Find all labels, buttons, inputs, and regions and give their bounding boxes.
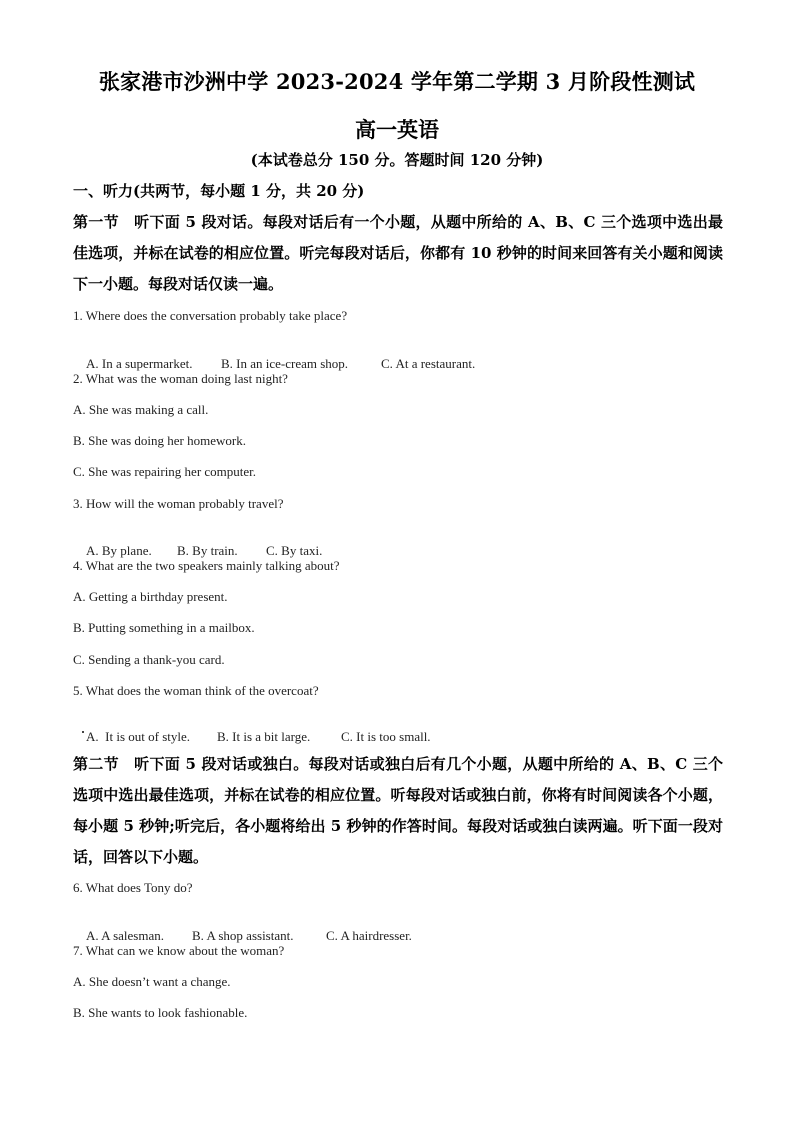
question-5: 5. What does the woman think of the overcoat? <box>73 683 319 698</box>
option-b: B. She wants to look fashionable. <box>73 1005 248 1020</box>
option-c: C. Sending a thank-you card. <box>73 652 225 667</box>
question-6: 6. What does Tony do? <box>73 880 193 895</box>
option-b: B. In an ice-cream shop. <box>221 356 349 371</box>
question-1: 1. Where does the conversation probably take place? <box>73 308 348 323</box>
question-4: 4. What are the two speakers mainly talking about? <box>73 558 340 573</box>
option-c: C. She was repairing her computer. <box>73 464 257 479</box>
option-a: A. It is out of style. <box>86 729 190 744</box>
option-b: B. Putting something in a mailbox. <box>73 620 255 635</box>
section-2-instructions: 第二节 听下面 5 段对话或独白。每段对话或独白后有几个小题，从题中所给的 A、B、C 三个选项中选出最佳选项，并标在试卷的相应位置。听每段对话或独白前，你将有时间阅读各个小题，每小题 5 秒钟;听完后，各小题将给出 5 秒钟的作答时间。每段对话或独白读两遍。听下面一段对话，回答以下小题。 <box>73 755 723 866</box>
option-b: B. By train. <box>177 543 238 558</box>
option-b: B. It is a bit large. <box>217 729 311 744</box>
section-1-instructions: 第一节 听下面 5 段对话。每段对话后有一个小题，从题中所给的 A、B、C 三个选项中选出最佳选项，并标在试卷的相应位置。听完每段对话后，你都有 10 秒钟的时间来回答有关小题和阅读下一小题。每段对话仅读一遍。 <box>73 213 723 293</box>
option-b: B. She was doing her homework. <box>73 433 246 448</box>
question-3: 3. How will the woman probably travel? <box>73 496 284 511</box>
option-a: A. A salesman. <box>86 928 164 943</box>
question-7: 7. What can we know about the woman? <box>73 943 285 958</box>
exam-title: 张家港市沙洲中学 2023-2024 学年第二学期 3 月阶段性测试 <box>98 69 696 94</box>
option-c: C. A hairdresser. <box>326 928 412 943</box>
question-2: 2. What was the woman doing last night? <box>73 371 288 386</box>
exam-subject: 高一英语 <box>355 117 439 142</box>
option-a: A. She was making a call. <box>73 402 209 417</box>
exam-note: (本试卷总分 150 分。答题时间 120 分钟) <box>250 151 544 169</box>
part-heading: 一、听力(共两节，每小题 1 分，共 20 分) <box>73 182 365 200</box>
option-c: C. It is too small. <box>341 729 431 744</box>
option-c: C. By taxi. <box>266 543 323 558</box>
option-a: A. In a supermarket. <box>86 356 193 371</box>
option-c: C. At a restaurant. <box>381 356 476 371</box>
option-b: B. A shop assistant. <box>192 928 294 943</box>
option-a: A. By plane. <box>86 543 152 558</box>
option-a: A. She doesn’t want a change. <box>73 974 231 989</box>
option-a: A. Getting a birthday present. <box>73 589 228 604</box>
stray-dot <box>82 731 84 733</box>
